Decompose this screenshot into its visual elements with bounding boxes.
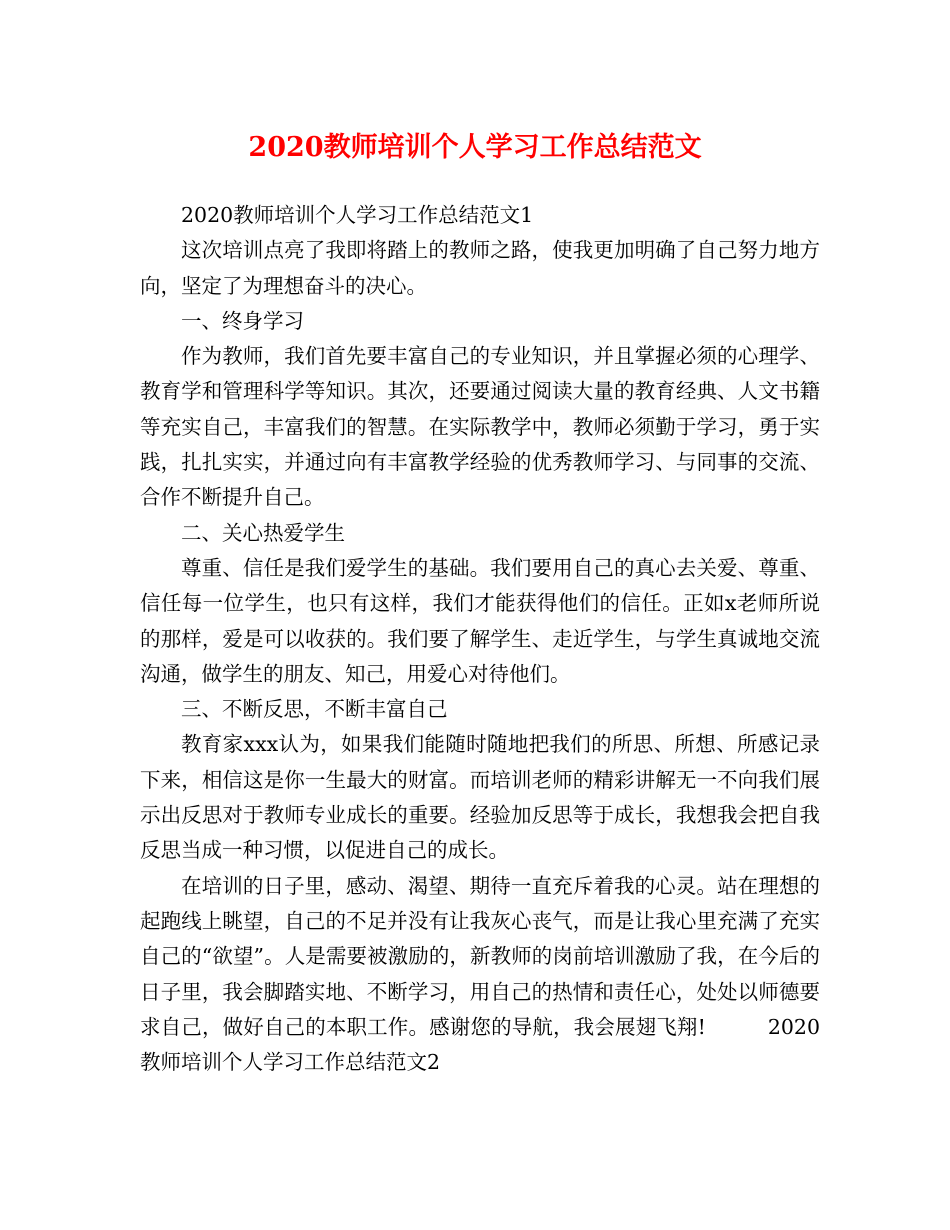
subheading-lifelong-learning: 一、终身学习 — [181, 308, 304, 333]
section-heading-1: 2020教师培训个人学习工作总结范文1 — [181, 203, 534, 227]
subheading-reflection: 三、不断反思，不断丰富自己 — [181, 697, 448, 722]
section-heading-2: 2020教师培训个人学习工作总结范文2 — [140, 1014, 820, 1075]
paragraph-reflection: 教育家xxx认为，如果我们能随时随地把我们的所思、所想、所感记录下来，相信这是你一生最大的财富。而培训老师的精彩讲解无一不向我们展示出反思对于教师专业成长的重要。经验加反思等于成长，我想我会把自我反思当成一种习惯，以促进自己的成长。 — [140, 732, 820, 863]
subheading-care-students: 二、关心热爱学生 — [181, 520, 345, 545]
paragraph-lifelong-learning: 作为教师，我们首先要丰富自己的专业知识，并且掌握必须的心理学、教育学和管理科学等知识。其次，还要通过阅读大量的教育经典、人文书籍等充实自己，丰富我们的智慧。在实际教学中，教师必须勤于学习，勇于实践，扎扎实实，并通过向有丰富教学经验的优秀教师学习、与同事的交流、合作不断提升自己。 — [140, 344, 820, 510]
intro-paragraph: 这次培训点亮了我即将踏上的教师之路，使我更加明确了自己努力地方向，坚定了为理想奋斗的决心。 — [140, 238, 820, 298]
document-body — [140, 198, 820, 1080]
closing-paragraph-text: 在培训的日子里，感动、渴望、期待一直充斥着我的心灵。站在理想的起跑线上眺望，自己的不足并没有让我灰心丧气，而是让我心里充满了充实自己的“欲望”。人是需要被激励的，新教师的岗前培训激励了我，在今后的日子里，我会脚踏实地、不断学习，用自己的热情和责任心，处处以师德要求自己，做好自己的本职工作。感谢您的导航，我会展翅飞翔! — [140, 873, 820, 1039]
paragraph-care-students: 尊重、信任是我们爱学生的基础。我们要用自己的真心去关爱、尊重、信任每一位学生，也只有这样，我们才能获得他们的信任。正如x老师所说的那样，爱是可以收获的。我们要了解学生、走近学生，与学生真诚地交流沟通，做学生的朋友、知己，用爱心对待他们。 — [140, 555, 820, 686]
closing-paragraph — [140, 869, 820, 1081]
document-title: 2020教师培训个人学习工作总结范文 — [248, 132, 702, 163]
